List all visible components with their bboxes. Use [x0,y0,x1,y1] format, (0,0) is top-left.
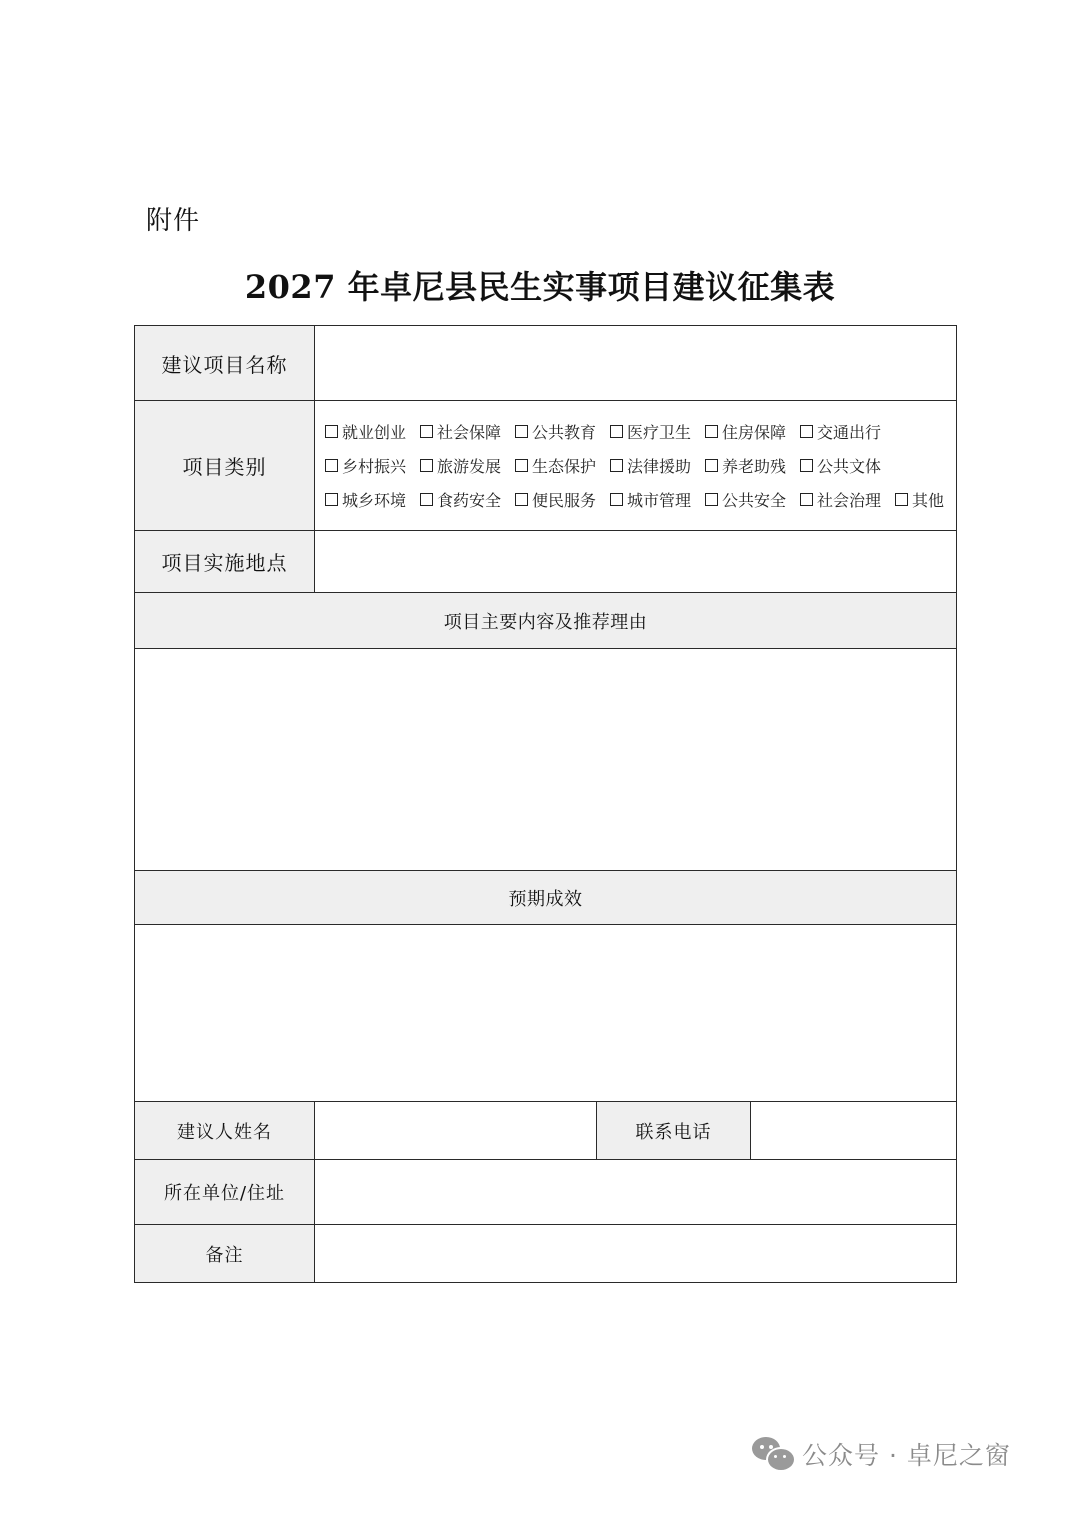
checkbox-icon[interactable] [325,425,338,438]
category-option-label: 法律援助 [627,457,692,476]
category-option-label: 生态保护 [532,457,597,476]
checkbox-icon[interactable] [800,493,813,506]
category-option[interactable] [325,454,420,477]
wechat-icon [752,1437,794,1471]
category-option-label: 食药安全 [437,491,502,510]
checkbox-icon[interactable] [515,459,528,472]
category-option-label: 城市管理 [627,491,692,510]
checkbox-icon[interactable] [705,493,718,506]
category-option-label: 公共教育 [532,423,597,442]
category-option-label: 便民服务 [532,491,597,510]
category-option[interactable] [515,420,610,443]
category-option[interactable] [610,420,705,443]
location-label: 项目实施地点 [135,531,315,593]
checkbox-icon[interactable] [610,493,623,506]
checkbox-icon[interactable] [610,425,623,438]
category-option[interactable] [800,488,895,511]
category-option[interactable] [705,488,800,511]
category-row [325,483,956,517]
project-name-label: 建议项目名称 [135,326,315,401]
unit-address-label: 所在单位/住址 [135,1160,315,1225]
category-row [325,449,956,483]
checkbox-icon[interactable] [705,425,718,438]
category-option-label: 医疗卫生 [627,423,692,442]
watermark [752,1436,1011,1472]
project-name-field[interactable] [315,326,957,401]
remark-field[interactable] [315,1225,957,1283]
remark-label: 备注 [135,1225,315,1283]
checkbox-icon[interactable] [515,493,528,506]
category-option[interactable] [800,420,895,443]
content-section-header: 项目主要内容及推荐理由 [135,593,957,649]
checkbox-icon[interactable] [800,459,813,472]
category-option-label: 城乡环境 [342,491,407,510]
category-option[interactable] [895,488,944,511]
category-option[interactable] [325,488,420,511]
category-option-label: 旅游发展 [437,457,502,476]
checkbox-icon[interactable] [705,459,718,472]
checkbox-icon[interactable] [325,493,338,506]
category-option[interactable] [610,488,705,511]
category-option[interactable] [610,454,705,477]
category-option-label: 住房保障 [722,423,787,442]
checkbox-icon[interactable] [895,493,908,506]
category-row [325,415,956,449]
checkbox-icon[interactable] [420,425,433,438]
unit-address-field[interactable] [315,1160,957,1225]
location-field[interactable] [315,531,957,593]
category-option-label: 其他 [912,491,945,510]
category-label: 项目类别 [135,401,315,531]
checkbox-icon[interactable] [515,425,528,438]
phone-field[interactable] [751,1102,957,1160]
category-option[interactable] [705,454,800,477]
category-option[interactable] [800,454,895,477]
checkbox-icon[interactable] [325,459,338,472]
form-title: 2027 年卓尼县民生实事项目建议征集表 [244,268,836,306]
phone-label: 联系电话 [597,1102,751,1160]
category-checkbox-group [315,407,956,525]
attachment-label: 附件 [146,206,201,236]
category-option[interactable] [420,420,515,443]
category-option[interactable] [325,420,420,443]
proposer-name-label: 建议人姓名 [135,1102,315,1160]
watermark-text: 公众号 · 卓尼之窗 [802,1441,1011,1470]
category-option-label: 就业创业 [342,423,407,442]
category-option-label: 养老助残 [722,457,787,476]
category-option[interactable] [705,420,800,443]
checkbox-icon[interactable] [800,425,813,438]
checkbox-icon[interactable] [420,493,433,506]
category-option-label: 乡村振兴 [342,457,407,476]
category-option-label: 交通出行 [817,423,882,442]
effect-section-header: 预期成效 [135,871,957,925]
effect-field[interactable] [135,925,957,1102]
category-option-label: 公共安全 [722,491,787,510]
category-option-label: 社会治理 [817,491,882,510]
category-option[interactable] [420,488,515,511]
checkbox-icon[interactable] [420,459,433,472]
checkbox-icon[interactable] [610,459,623,472]
category-options [315,401,957,531]
suggestion-form-table [134,325,957,1283]
category-option-label: 社会保障 [437,423,502,442]
category-option[interactable] [515,488,610,511]
category-option[interactable] [420,454,515,477]
category-option-label: 公共文体 [817,457,882,476]
content-field[interactable] [135,649,957,871]
proposer-name-field[interactable] [315,1102,597,1160]
category-option[interactable] [515,454,610,477]
